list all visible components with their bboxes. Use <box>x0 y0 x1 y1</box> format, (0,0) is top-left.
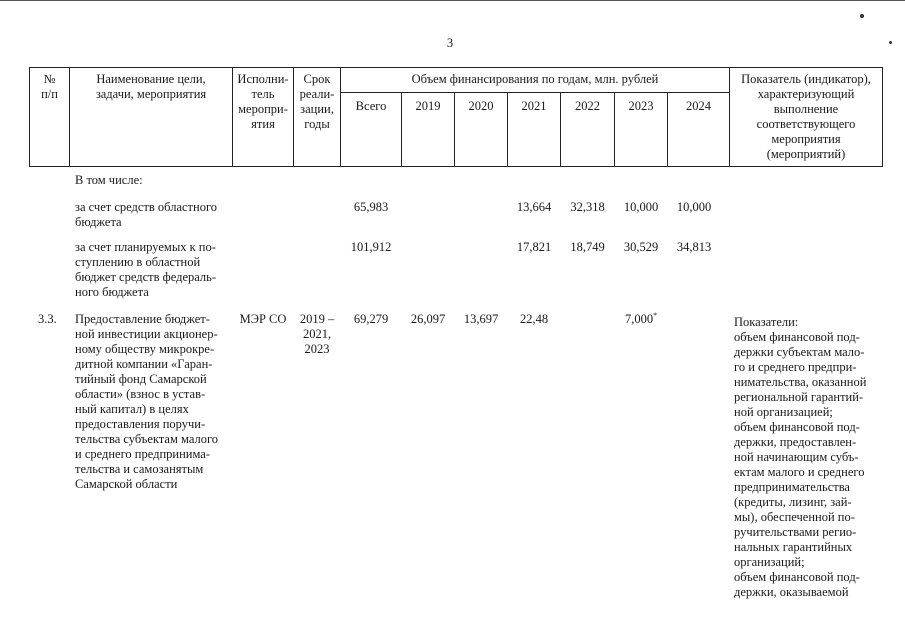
cell-total: 101,912 <box>350 240 392 254</box>
cell-2021: 17,821 <box>516 240 552 254</box>
item-term: 2019 – 2021, 2023 <box>299 312 335 356</box>
cell-2023: 10,000 <box>623 200 659 214</box>
page-number: 3 <box>446 36 454 50</box>
item-2021: 22,48 <box>519 312 549 326</box>
header-year-2023: 2023 <box>628 99 654 113</box>
cell-2021: 13,664 <box>516 200 552 214</box>
cell-total: 65,983 <box>353 200 389 214</box>
item-2019: 26,097 <box>410 312 446 326</box>
header-name-cell: Наименование цели, задачи, мероприятия <box>95 72 207 101</box>
cell-2022: 18,749 <box>570 240 605 254</box>
header-year-2019: 2019 <box>415 99 441 113</box>
header-funding-cell: Объем финансирования по годам, млн. рублей <box>411 72 659 86</box>
row-name: за счет планируемых к по- ступлению в областной бюджет средств федераль- ного бюджета <box>75 240 217 299</box>
header-year-2024: 2024 <box>686 99 711 113</box>
header-year-2022: 2022 <box>575 99 600 113</box>
header-executor-cell: Исполни- тель меропри- ятия <box>237 72 289 131</box>
header-number-cell: № п/п <box>41 72 58 101</box>
section-label: В том числе: <box>75 173 143 187</box>
item-indicator: Показатели: объем финансовой под- держки субъектам мало- го и среднего предпри- нимательства, оказанной региональной гарантий- ной организацией; объем финансовой под- держки, предоставлен- ной начинающим субъ- ектам малого и среднего предпринимательства (кредиты, лизинг, зай- мы), обеспеченной по- ручительствами регио- нальных гарантийных организаций; объем финансовой под- держки, оказываемой <box>734 315 867 599</box>
row-name: за счет средств областного бюджета <box>75 200 218 229</box>
scan-border-top <box>0 0 905 1</box>
scan-speck <box>860 14 864 18</box>
item-executor: МЭР СО <box>239 312 287 326</box>
footnote-mark: * <box>653 310 658 320</box>
cell-2024: 10,000 <box>676 200 712 214</box>
cell-2024: 34,813 <box>676 240 712 254</box>
item-number: 3.3. <box>38 312 57 326</box>
header-total-cell: Всего <box>355 99 387 113</box>
cell-2023: 30,529 <box>623 240 659 254</box>
item-name: Предоставление бюджет- ной инвестиции акционер- ному обществу микрокре- дитной компании «Гаран- тийный фонд Самарской области» (взнос в устав- ный капитал) в целях предоставления поручи- тельства субъектам малого и среднего предпринима- тельства и самозанятым Самарской области <box>75 312 219 491</box>
item-2023: 7,000* <box>624 310 658 326</box>
cell-2022: 32,318 <box>570 200 605 214</box>
scan-speck <box>889 41 892 44</box>
header-year-2020: 2020 <box>468 99 494 113</box>
header-term-cell: Срок реали- зации, годы <box>299 72 335 131</box>
header-indicator-cell: Показатель (индикатор), характеризующий выполнение соответствующего мероприятия (мероприятий) <box>741 72 871 161</box>
item-2020: 13,697 <box>463 312 499 326</box>
item-total: 69,279 <box>353 312 389 326</box>
header-year-2021: 2021 <box>521 99 547 113</box>
